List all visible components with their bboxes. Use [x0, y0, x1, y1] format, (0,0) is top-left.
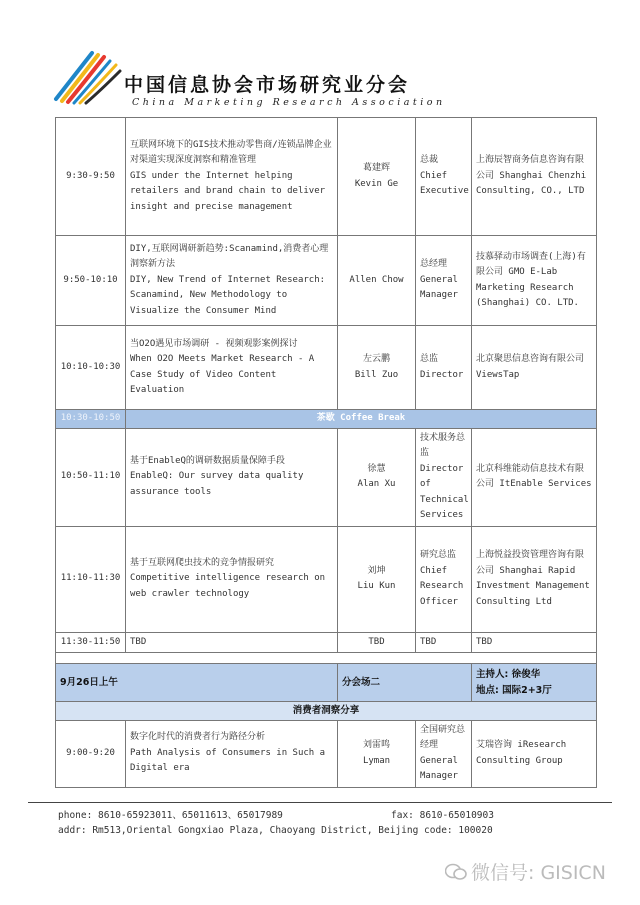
speaker-position: TBD [416, 632, 472, 653]
talk-title [126, 428, 338, 526]
speaker-en: Bill Zuo [354, 369, 399, 380]
speaker-company: 上海悦益投资管理咨询有限公司 Shanghai Rapid Investment Management Consulting Ltd [472, 526, 597, 632]
talk-title-cn: 互联网环境下的GIS技术推动零售商/连锁品牌企业对渠道实现深度洞察和精准管理 [130, 139, 332, 166]
talk-title-cn: 数字化时代的消费者行为路径分析 [130, 732, 266, 743]
table-row [56, 118, 597, 236]
session-header-row [56, 664, 597, 702]
speaker [338, 428, 416, 526]
wechat-id: 微信号: GISICN [471, 862, 606, 884]
table-row [56, 526, 597, 632]
session-subtitle: 消费者洞察分享 [56, 702, 597, 721]
footer-phone: phone: 8610-65923011、65011613、65017989 [58, 810, 283, 821]
talk-title [126, 326, 338, 410]
table-row [56, 428, 597, 526]
venue: 地点: 国际2+3厅 [476, 684, 552, 696]
slot-time: 9:50-10:10 [56, 236, 126, 326]
footer-fax: fax: 8610-65010903 [391, 810, 494, 821]
slot-time: 9:00-9:20 [56, 720, 126, 787]
speaker [338, 236, 416, 326]
talk-title-en: EnableQ: Our survey data quality assurance tools [130, 471, 304, 497]
table-row [56, 236, 597, 326]
talk-title-cn: 基于EnableQ的调研数据质量保障手段 [130, 455, 285, 466]
speaker [338, 326, 416, 410]
table-row [56, 632, 597, 653]
speaker-cn: 左云鹏 [362, 354, 390, 364]
org-name-english: China Marketing Research Association [132, 97, 446, 108]
speaker-en: Liu Kun [357, 581, 396, 591]
speaker-cn: 刘坤 [367, 565, 386, 576]
speaker [338, 720, 416, 787]
table-row [56, 720, 597, 787]
speaker [338, 526, 416, 632]
speaker-en: Lyman [362, 755, 391, 766]
speaker-company: 北京聚思信息咨询有限公司 ViewsTap [472, 326, 597, 410]
session-subtitle-row [56, 702, 597, 721]
slot-time: 9:30-9:50 [56, 118, 126, 236]
cmra-logo-icon [50, 45, 122, 107]
slot-time: 11:10-11:30 [56, 526, 126, 632]
speaker-position: 研究总监 Chief Research Officer [416, 526, 472, 632]
slot-time: 11:30-11:50 [56, 632, 126, 653]
talk-title-en: When O2O Meets Market Research - A Case Study of Video Content Evaluation [130, 354, 315, 395]
letterhead [0, 0, 640, 115]
speaker-position: 全国研究总经理 General Manager [416, 720, 472, 787]
session-name: 分会场二 [338, 664, 472, 702]
host-name: 主持人: 徐俊华 [476, 668, 541, 680]
speaker-position: 技术服务总监 Director of Technical Services [416, 428, 472, 526]
speaker-position: 总经理 General Manager [416, 236, 472, 326]
speaker [338, 118, 416, 236]
wechat-icon [445, 863, 467, 881]
schedule-table [55, 117, 597, 788]
speaker-cn: 徐慧 [367, 463, 386, 474]
speaker-en: Alan Xu [357, 479, 396, 489]
speaker-company: 北京科维能动信息技术有限公司 ItEnable Services [472, 428, 597, 526]
talk-title-en: GIS under the Internet helping retailers and brand chain to deliver insight and precise management [130, 170, 326, 212]
org-name-chinese: 中国信息协会市场研究业分会 [124, 74, 411, 96]
talk-title-cn: 当O2O遇见市场调研 - 视频观影案例探讨 [130, 338, 298, 349]
talk-title-en: DIY, New Trend of Internet Research: Scanamind, New Methodology to Visualize the Consumer Mind [130, 274, 326, 316]
footer-contact [58, 808, 598, 838]
break-time: 10:30-10:50 [56, 410, 126, 429]
footer-address: addr: Rm513,Oriental Gongxiao Plaza, Chaoyang District, Beijing code: 100020 [58, 825, 493, 836]
speaker-en: Allen Chow [349, 274, 404, 285]
talk-title-cn: 基于互联网爬虫技术的竞争情报研究 [130, 557, 275, 568]
talk-title [126, 236, 338, 326]
slot-time: 10:50-11:10 [56, 428, 126, 526]
coffee-break-row [56, 410, 597, 429]
talk-title [126, 118, 338, 236]
speaker-company: 上海辰智商务信息咨询有限公司 Shanghai Chenzhi Consulting, CO., LTD [472, 118, 597, 236]
talk-title [126, 526, 338, 632]
session-host [472, 664, 597, 702]
speaker-company: 艾瑞咨询 iResearch Consulting Group [472, 720, 597, 787]
slot-time: 10:10-10:30 [56, 326, 126, 410]
speaker-cn: 葛建辉 [362, 163, 390, 173]
speaker-cn: 刘雷鸣 [362, 740, 390, 750]
talk-title [126, 720, 338, 787]
talk-title-en: Path Analysis of Consumers in Such a Digital era [130, 747, 326, 774]
break-label: 茶歇 Coffee Break [126, 410, 597, 429]
talk-title-cn: DIY,互联网调研新趋势:Scanamind,消费者心理洞察新方法 [130, 243, 329, 270]
speaker: TBD [338, 632, 416, 653]
footer-divider [28, 802, 612, 803]
spacer-row [56, 653, 597, 664]
speaker-position: 总监 Director [416, 326, 472, 410]
speaker-company: TBD [472, 632, 597, 653]
speaker-position: 总裁 Chief Executive [416, 118, 472, 236]
table-row [56, 326, 597, 410]
session-date: 9月26日上午 [60, 676, 118, 688]
talk-title: TBD [126, 632, 338, 653]
speaker-company: 技慕驿动市场调查(上海)有限公司 GMO E-Lab Marketing Research (Shanghai) CO. LTD. [472, 236, 597, 326]
talk-title-en: Competitive intelligence research on web crawler technology [130, 573, 326, 599]
wechat-watermark [445, 858, 606, 885]
speaker-en: Kevin Ge [354, 178, 399, 189]
